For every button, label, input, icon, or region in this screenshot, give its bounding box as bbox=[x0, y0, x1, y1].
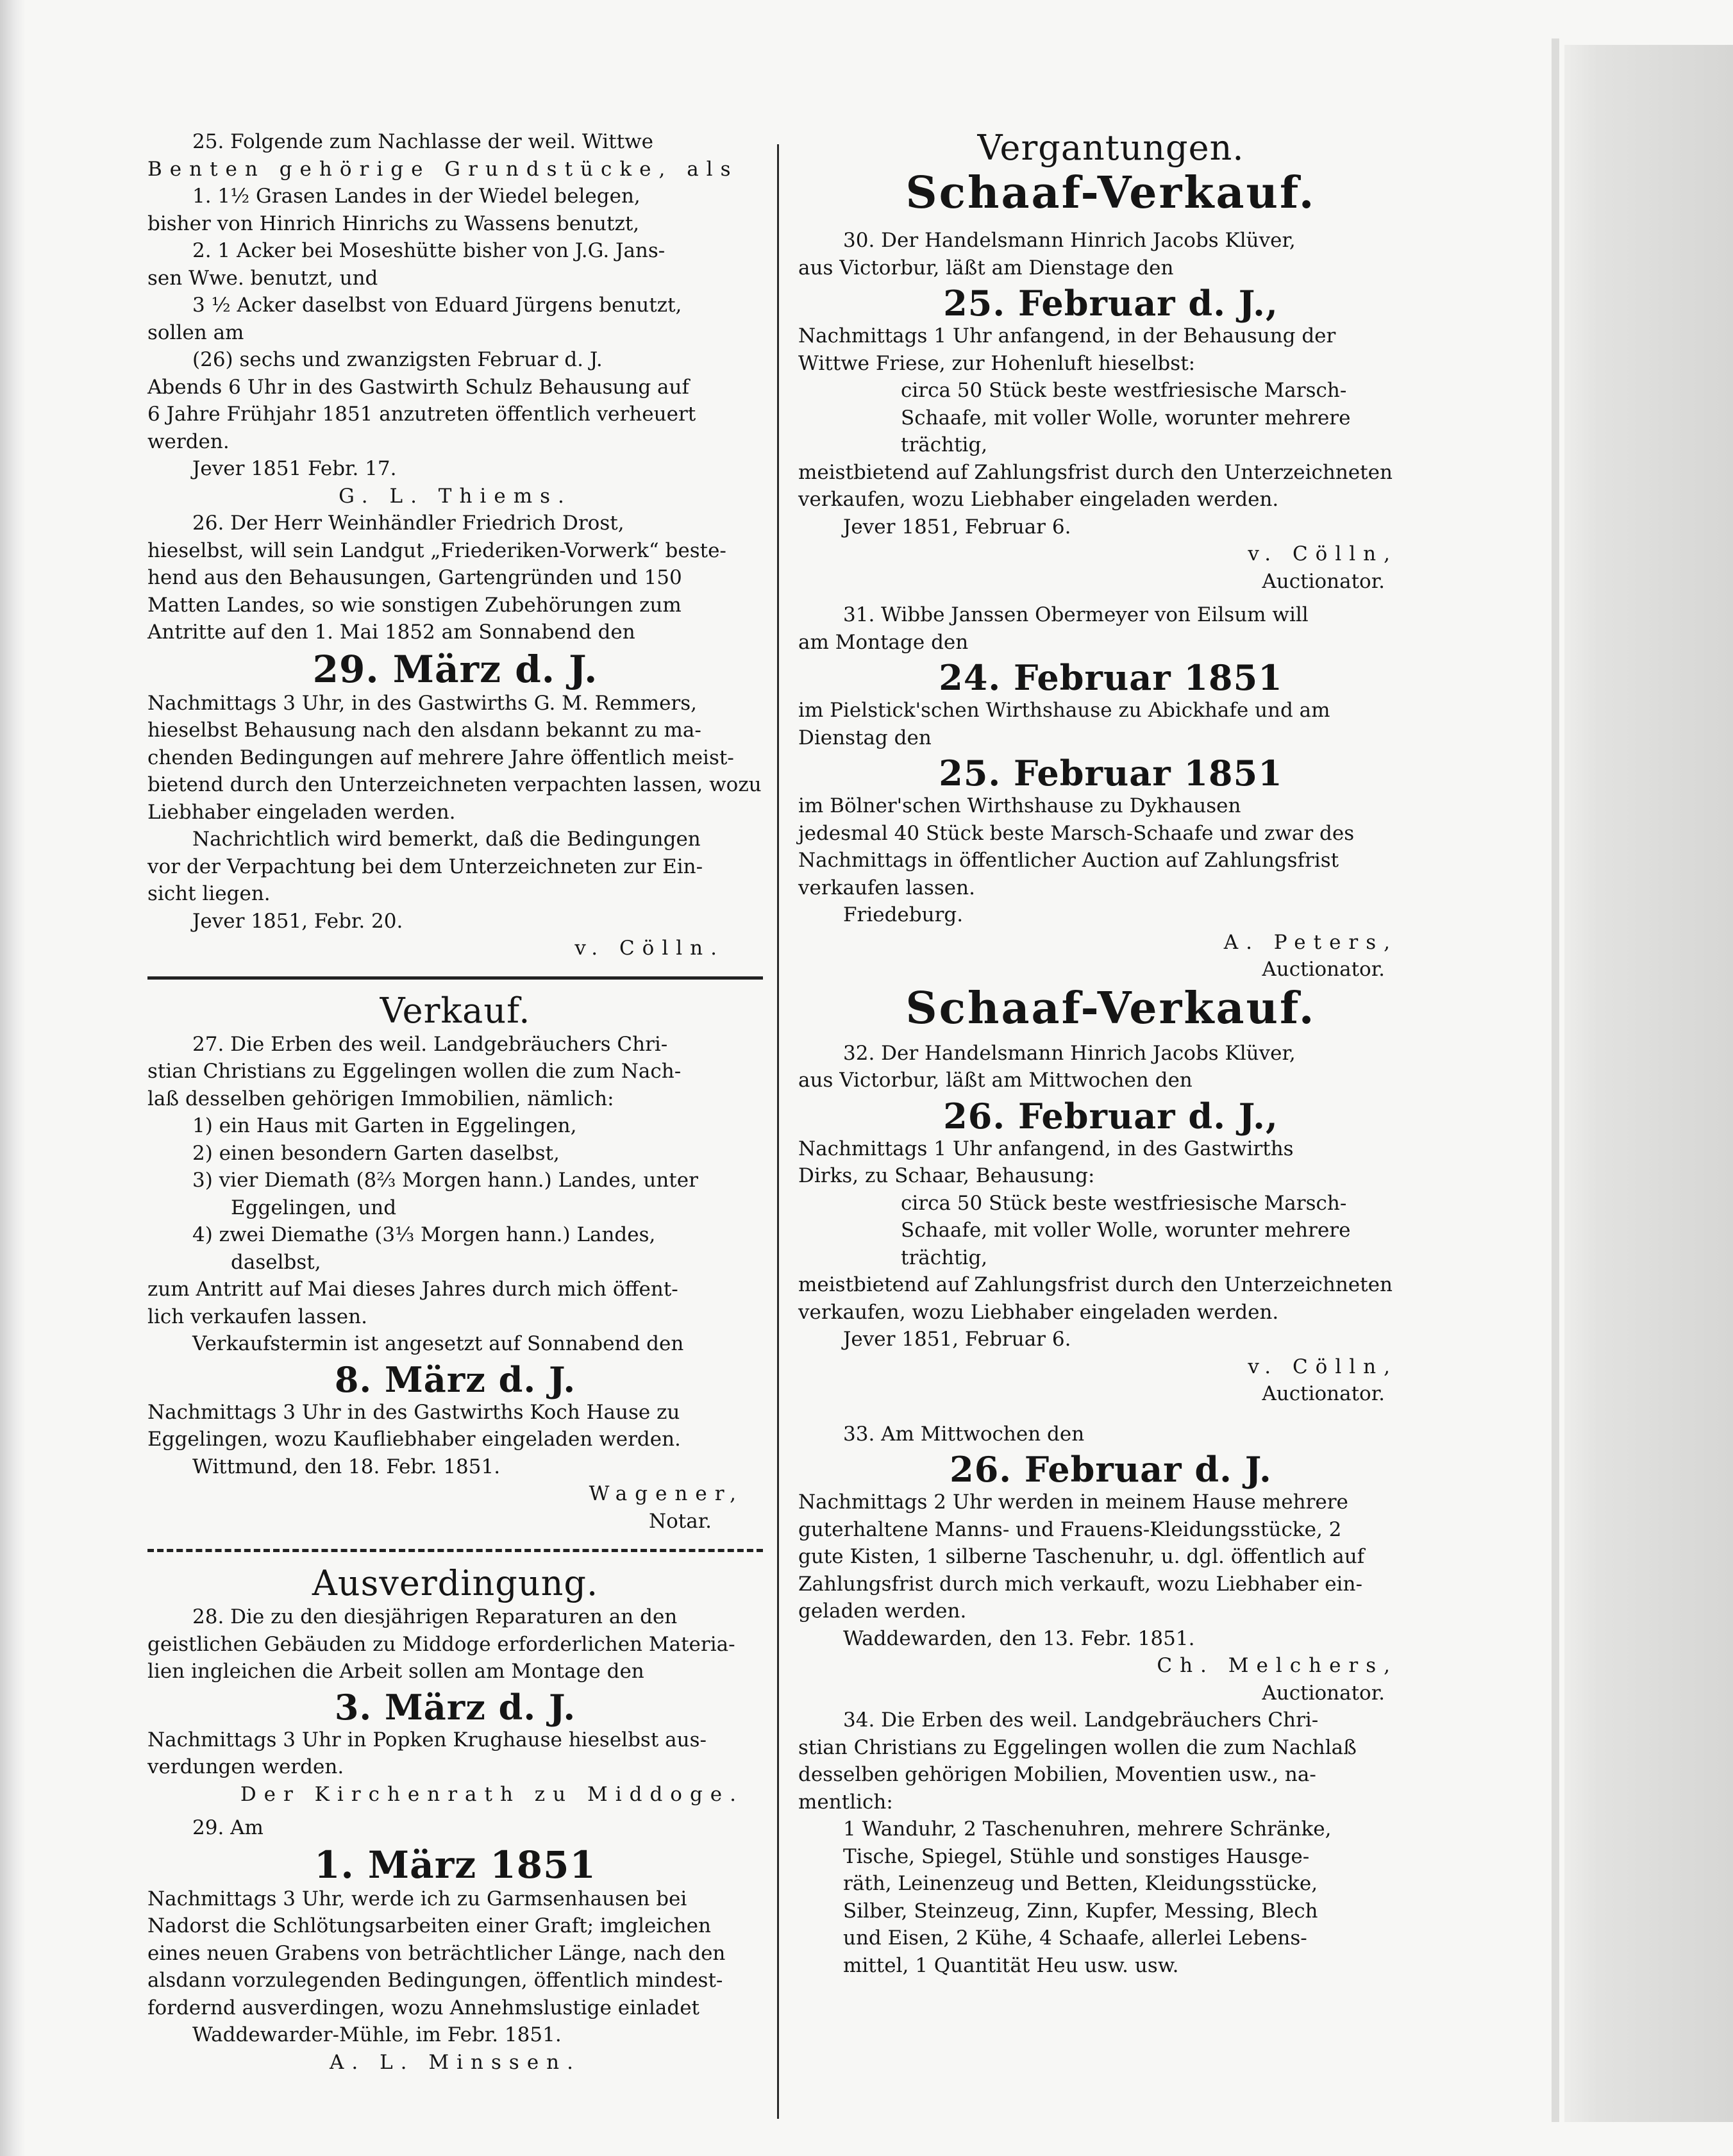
text-line: hieselbst, will sein Landgut „Friederiken-Vorwerk“ beste- bbox=[147, 539, 726, 562]
book-cover-edge bbox=[1564, 45, 1733, 2122]
text-line: 1 Wanduhr, 2 Taschenuhren, mehrere Schränke, bbox=[843, 1818, 1332, 1841]
section-heading-ausverdingung: Ausverdingung. bbox=[312, 1563, 599, 1603]
text-line: Dienstag den bbox=[798, 726, 932, 749]
notice-26 bbox=[147, 510, 763, 962]
spacer bbox=[147, 1808, 763, 1814]
signature: v. Cölln, bbox=[1248, 542, 1398, 565]
text-line: 32. Der Handelsmann Hinrich Jacobs Klüver, bbox=[843, 1041, 1296, 1065]
text-line: 33. Am Mittwochen den bbox=[843, 1422, 1085, 1446]
list-item: 3) vier Diemath (8⅔ Morgen hann.) Landes, unter bbox=[192, 1169, 698, 1192]
text-line: guterhaltene Manns- und Frauens-Kleidungsstücke, 2 bbox=[798, 1517, 1342, 1541]
notice-34 bbox=[798, 1707, 1423, 1979]
text-line: stian Christians zu Eggelingen wollen die zum Nachlaß bbox=[798, 1735, 1357, 1759]
text-line: Nadorst die Schlötungsarbeiten einer Graft; imgleichen bbox=[147, 1914, 711, 1937]
text-line: circa 50 Stück beste westfriesische Marsch- bbox=[901, 379, 1347, 402]
text-line: Nachmittags 3 Uhr, werde ich zu Garmsenhausen bei bbox=[147, 1887, 687, 1910]
text-line: Abends 6 Uhr in des Gastwirth Schulz Behausung auf bbox=[147, 375, 689, 399]
notice-27 bbox=[147, 1031, 763, 1535]
text-line: Waddewarden, den 13. Febr. 1851. bbox=[843, 1626, 1195, 1650]
signature-title: Auctionator. bbox=[1262, 1681, 1385, 1705]
signature: A. Peters, bbox=[1223, 930, 1398, 954]
text-line: am Montage den bbox=[798, 630, 969, 654]
signature-title: Auctionator. bbox=[1262, 569, 1385, 593]
section-heading-vergantungen: Vergantungen. bbox=[977, 128, 1244, 168]
book-spine-shadow bbox=[0, 0, 26, 2156]
text-line: mentlich: bbox=[798, 1790, 893, 1814]
text-line: Nachmittags 3 Uhr in des Gastwirths Koch Hause zu bbox=[147, 1400, 680, 1424]
text-line: und Eisen, 2 Kühe, 4 Schaafe, allerlei Lebens- bbox=[843, 1926, 1307, 1950]
text-line: 1. 1½ Grasen Landes in der Wiedel belegen, bbox=[192, 185, 640, 208]
text-line: verdungen werden. bbox=[147, 1755, 344, 1778]
text-line: Schaafe, mit voller Wolle, worunter mehrere bbox=[901, 1219, 1351, 1242]
date-heading: 3. März d. J. bbox=[334, 1686, 576, 1728]
text-line: laß desselben gehörigen Immobilien, nämlich: bbox=[147, 1087, 614, 1110]
text-line: Wittwe Friese, zur Hohenluft hieselbst: bbox=[798, 351, 1196, 375]
spacer bbox=[798, 595, 1423, 601]
right-column bbox=[798, 128, 1423, 1979]
text-line: Nachmittags 2 Uhr werden in meinem Hause mehrere bbox=[798, 1491, 1348, 1514]
signature: v. Cölln. bbox=[574, 937, 724, 960]
text-line: trächtig, bbox=[901, 433, 988, 456]
text-line: chenden Bedingungen auf mehrere Jahre öffentlich meist- bbox=[147, 746, 734, 769]
text-line: 31. Wibbe Janssen Obermeyer von Eilsum will bbox=[843, 603, 1309, 626]
text-line: stian Christians zu Eggelingen wollen die zum Nach- bbox=[147, 1060, 682, 1083]
notice-32 bbox=[798, 1040, 1423, 1408]
text-line: geladen werden. bbox=[798, 1600, 967, 1623]
text-line: 2. 1 Acker bei Moseshütte bisher von J.G. Jans- bbox=[192, 239, 666, 262]
column-divider bbox=[777, 144, 779, 2119]
text-line: 30. Der Handelsmann Hinrich Jacobs Klüver, bbox=[843, 229, 1296, 252]
text-line: werden. bbox=[147, 430, 230, 453]
text-line: sollen am bbox=[147, 321, 244, 344]
text-line: Matten Landes, so wie sonstigen Zubehörungen zum bbox=[147, 593, 682, 617]
text-line: lien ingleichen die Arbeit sollen am Montage den bbox=[147, 1660, 644, 1683]
text-line: fordernd ausverdingen, wozu Annehmslustige einladet bbox=[147, 1996, 700, 2019]
text-line: Nachrichtlich wird bemerkt, daß die Bedingungen bbox=[192, 828, 701, 851]
text-line: 27. Die Erben des weil. Landgebräuchers Chri- bbox=[192, 1032, 668, 1056]
text-line: Nachmittags 1 Uhr anfangend, in der Behausung der bbox=[798, 324, 1336, 347]
signature: A. L. Minssen. bbox=[330, 2050, 581, 2074]
date-heading: 29. März d. J. bbox=[312, 647, 598, 691]
text-line: Jever 1851, Februar 6. bbox=[843, 515, 1071, 539]
text-line: Dirks, zu Schaar, Behausung: bbox=[798, 1164, 1095, 1187]
text-line: 6 Jahre Frühjahr 1851 anzutreten öffentlich verheuert bbox=[147, 403, 696, 426]
text-line: aus Victorbur, läßt am Mittwochen den bbox=[798, 1069, 1193, 1092]
text-line: 26. Der Herr Weinhändler Friedrich Drost, bbox=[192, 512, 624, 535]
text-line: 25. Folgende zum Nachlasse der weil. Wittwe bbox=[192, 130, 653, 153]
text-line: 29. Am bbox=[192, 1816, 264, 1839]
text-line: Verkaufstermin ist angesetzt auf Sonnabend den bbox=[192, 1332, 684, 1355]
text-line: 28. Die zu den diesjährigen Reparaturen an den bbox=[192, 1605, 678, 1628]
text-line: meistbietend auf Zahlungsfrist durch den Unterzeichneten bbox=[798, 460, 1393, 484]
text-line: Zahlungsfrist durch mich verkauft, wozu Liebhaber ein- bbox=[798, 1572, 1362, 1596]
text-line: räth, Leinenzeug und Betten, Kleidungsstücke, bbox=[843, 1872, 1318, 1895]
text-line: verkaufen, wozu Liebhaber eingeladen werden. bbox=[798, 488, 1279, 511]
signature: Ch. Melchers, bbox=[1157, 1654, 1398, 1677]
date-heading: 24. Februar 1851 bbox=[939, 657, 1283, 698]
notice-31 bbox=[798, 601, 1423, 983]
text-line: eines neuen Grabens von beträchtlicher Länge, nach den bbox=[147, 1941, 726, 1965]
text-line: Eggelingen, wozu Kaufliebhaber eingeladen werden. bbox=[147, 1428, 681, 1451]
date-heading: 25. Februar 1851 bbox=[939, 753, 1283, 794]
text-line: geistlichen Gebäuden zu Middoge erforderlichen Materia- bbox=[147, 1632, 735, 1656]
text-line: Liebhaber eingeladen werden. bbox=[147, 800, 456, 824]
text-line: verkaufen, wozu Liebhaber eingeladen werden. bbox=[798, 1300, 1279, 1324]
text-line: vor der Verpachtung bei dem Unterzeichneten zur Ein- bbox=[147, 855, 703, 878]
text-line: hieselbst Behausung nach den alsdann bekannt zu ma- bbox=[147, 719, 701, 742]
text-line: verkaufen lassen. bbox=[798, 876, 975, 899]
text-line: sicht liegen. bbox=[147, 882, 271, 905]
text-line: Nachmittags 3 Uhr, in des Gastwirths G. M. Remmers, bbox=[147, 691, 698, 715]
signature-title: Auctionator. bbox=[1262, 958, 1385, 981]
section-heading-schaaf-verkauf: Schaaf-Verkauf. bbox=[905, 982, 1316, 1034]
text-line: (26) sechs und zwanzigsten Februar d. J. bbox=[192, 348, 603, 371]
signature-title: Notar. bbox=[649, 1509, 712, 1533]
notice-25 bbox=[147, 128, 763, 510]
left-column bbox=[147, 128, 763, 2076]
text-line: Nachmittags in öffentlicher Auction auf Zahlungsfrist bbox=[798, 849, 1339, 872]
list-item: daselbst, bbox=[231, 1250, 321, 1274]
text-line: 3 ½ Acker daselbst von Eduard Jürgens benutzt, bbox=[192, 294, 682, 317]
text-line: Tische, Spiegel, Stühle und sonstiges Hausge- bbox=[843, 1844, 1310, 1868]
date-heading: 8. März d. J. bbox=[334, 1358, 576, 1400]
notice-29 bbox=[147, 1814, 763, 2076]
date-heading: 25. Februar d. J., bbox=[943, 283, 1278, 324]
text-line: 34. Die Erben des weil. Landgebräuchers Chri- bbox=[843, 1709, 1319, 1732]
section-rule bbox=[147, 976, 763, 980]
notice-28 bbox=[147, 1603, 763, 1808]
signature: Der Kirchenrath zu Middoge. bbox=[240, 1782, 744, 1806]
text-line: lich verkaufen lassen. bbox=[147, 1305, 367, 1328]
signature: G. L. Thiems. bbox=[339, 484, 572, 508]
text-line: Waddewarder-Mühle, im Febr. 1851. bbox=[192, 2023, 562, 2046]
text-line: meistbietend auf Zahlungsfrist durch den Unterzeichneten bbox=[798, 1273, 1393, 1296]
signature-title: Auctionator. bbox=[1262, 1382, 1385, 1405]
list-item: 4) zwei Diemathe (3⅓ Morgen hann.) Landes, bbox=[192, 1223, 656, 1246]
text-line: hend aus den Behausungen, Gartengründen und 150 bbox=[147, 566, 682, 589]
signature: Wagener, bbox=[589, 1482, 744, 1505]
date-heading: 26. Februar d. J. bbox=[950, 1449, 1272, 1490]
text-line: Nachmittags 1 Uhr anfangend, in des Gastwirths bbox=[798, 1137, 1294, 1160]
text-line: Antritte auf den 1. Mai 1852 am Sonnabend den bbox=[147, 621, 635, 644]
text-line: circa 50 Stück beste westfriesische Marsch- bbox=[901, 1191, 1347, 1215]
list-item: 2) einen besondern Garten daselbst, bbox=[192, 1141, 560, 1165]
date-heading: 1. März 1851 bbox=[314, 1843, 596, 1887]
date-heading: 26. Februar d. J., bbox=[943, 1095, 1278, 1137]
text-line: desselben gehörigen Mobilien, Moventien usw., na- bbox=[798, 1763, 1316, 1786]
text-line: Friedeburg. bbox=[843, 903, 964, 926]
list-item: Eggelingen, und bbox=[231, 1196, 397, 1219]
spacer bbox=[798, 1408, 1423, 1421]
signature: v. Cölln, bbox=[1248, 1355, 1398, 1378]
text-line: Nachmittags 3 Uhr in Popken Krughause hieselbst aus- bbox=[147, 1728, 707, 1751]
text-line: Wittmund, den 18. Febr. 1851. bbox=[192, 1455, 501, 1478]
text-line: Jever 1851, Februar 6. bbox=[843, 1328, 1071, 1351]
section-heading-schaaf-verkauf: Schaaf-Verkauf. bbox=[905, 167, 1316, 219]
notice-33 bbox=[798, 1421, 1423, 1707]
text-line: bietend durch den Unterzeichneten verpachten lassen, wozu bbox=[147, 773, 762, 796]
text-line: bisher von Hinrich Hinrichs zu Wassens benutzt, bbox=[147, 212, 640, 235]
text-line: Benten gehörige Grundstücke, als bbox=[147, 157, 739, 181]
text-line: Schaafe, mit voller Wolle, worunter mehrere bbox=[901, 406, 1351, 430]
text-line: Silber, Steinzeug, Zinn, Kupfer, Messing, Blech bbox=[843, 1899, 1318, 1923]
text-line: im Bölner'schen Wirthshause zu Dykhausen bbox=[798, 794, 1241, 817]
notice-30 bbox=[798, 227, 1423, 595]
page-edge bbox=[1552, 38, 1559, 2122]
text-line: zum Antritt auf Mai dieses Jahres durch mich öffent- bbox=[147, 1278, 678, 1301]
text-line: sen Wwe. benutzt, und bbox=[147, 266, 378, 290]
section-rule bbox=[147, 1549, 763, 1552]
text-line: aus Victorbur, läßt am Dienstage den bbox=[798, 256, 1174, 280]
text-line: alsdann vorzulegenden Bedingungen, öffentlich mindest- bbox=[147, 1969, 723, 1992]
list-item: 1) ein Haus mit Garten in Eggelingen, bbox=[192, 1114, 577, 1137]
text-line: jedesmal 40 Stück beste Marsch-Schaafe und zwar des bbox=[798, 821, 1355, 845]
text-line: Jever 1851, Febr. 20. bbox=[192, 909, 403, 933]
section-heading-verkauf: Verkauf. bbox=[380, 990, 531, 1031]
text-line: Jever 1851 Febr. 17. bbox=[192, 457, 397, 480]
text-line: mittel, 1 Quantität Heu usw. usw. bbox=[843, 1953, 1179, 1977]
text-line: im Pielstick'schen Wirthshause zu Abickhafe und am bbox=[798, 699, 1330, 722]
text-line: trächtig, bbox=[901, 1246, 988, 1269]
text-line: gute Kisten, 1 silberne Taschenuhr, u. dgl. öffentlich auf bbox=[798, 1545, 1365, 1568]
